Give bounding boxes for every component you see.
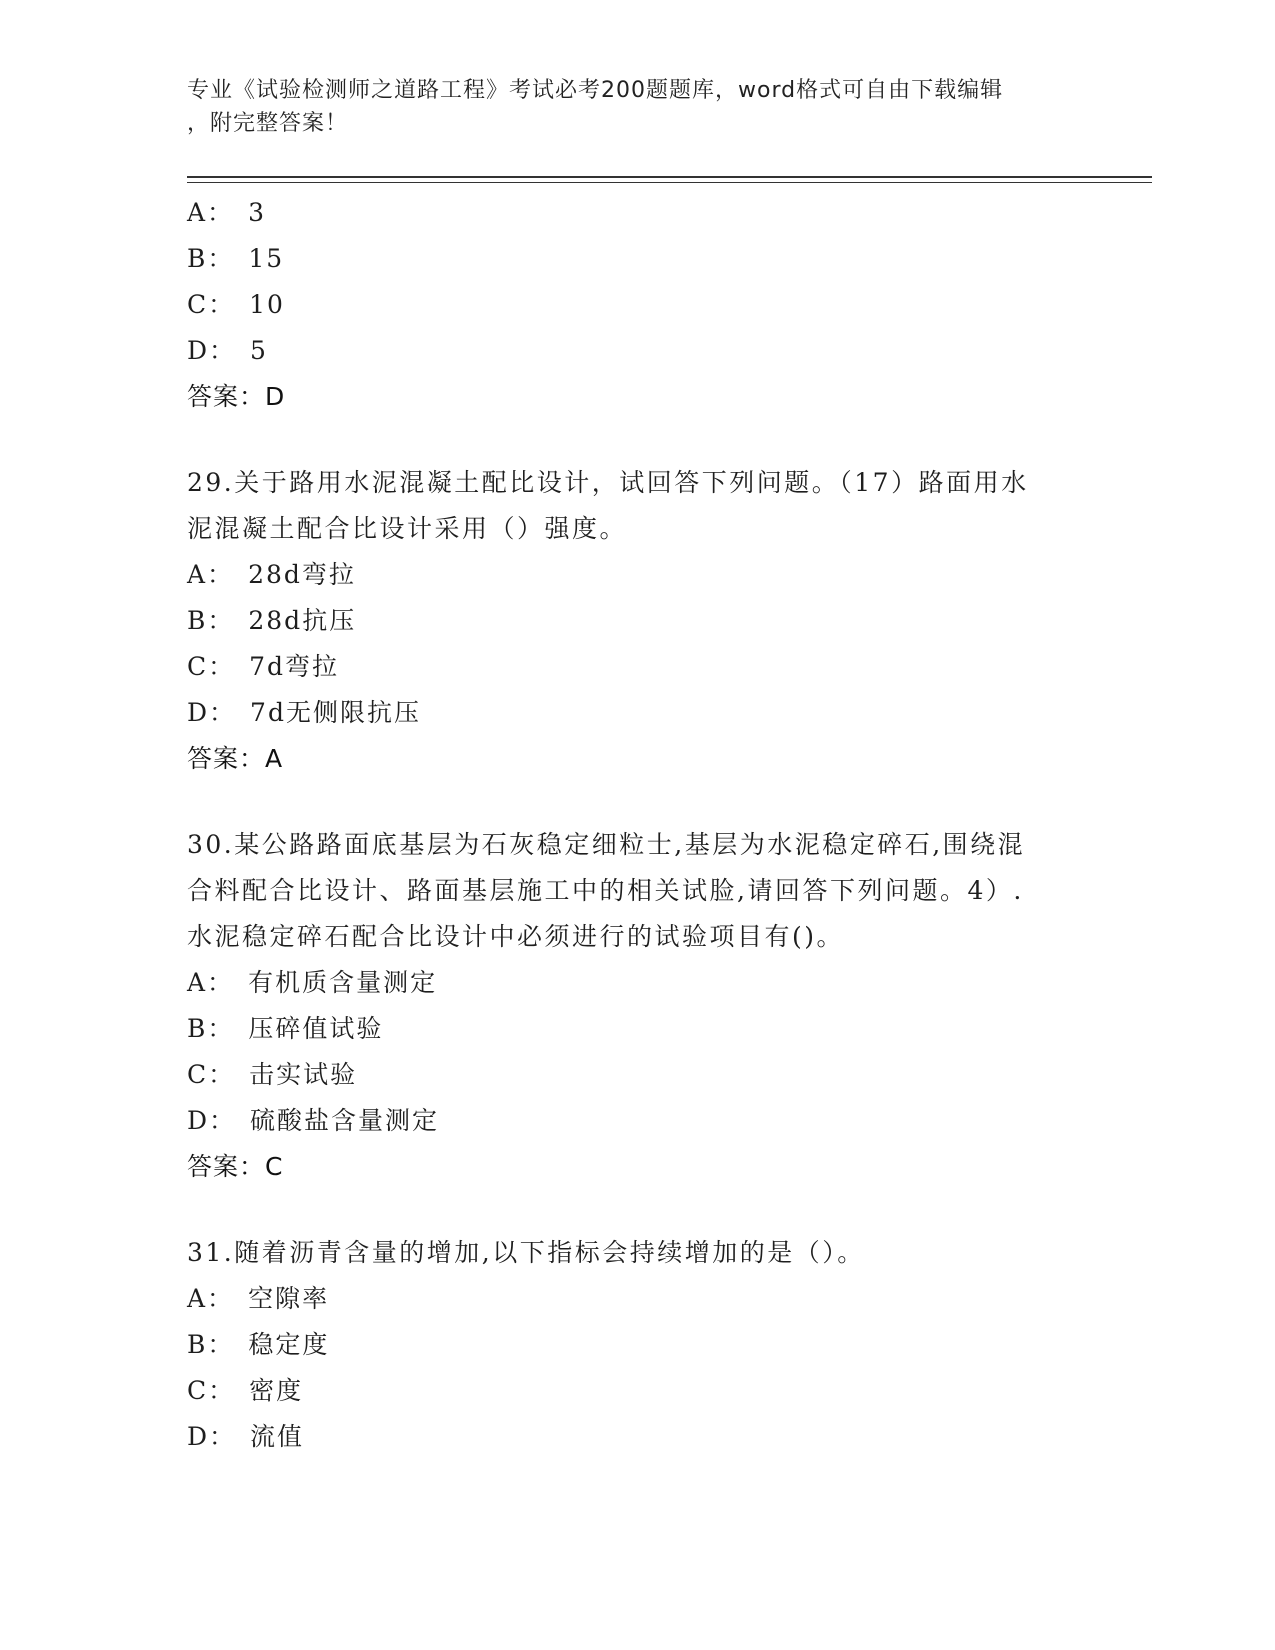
- answer: 答案：D: [187, 382, 286, 411]
- option-a: A： 空隙率: [187, 1284, 330, 1313]
- option-d: D： 7d无侧限抗压: [187, 698, 421, 727]
- question-30: [187, 822, 1077, 1190]
- question-text-line: 29.关于路用水泥混凝土配比设计，试回答下列问题。（17）路面用水: [187, 468, 1029, 497]
- question-text-line: 合料配合比设计、路面基层施工中的相关试脸,请回答下列问题。4）.: [187, 876, 1024, 905]
- answer: 答案：C: [187, 1152, 284, 1181]
- option-d: D： 流值: [187, 1422, 305, 1451]
- question-text-line: 泥混凝土配合比设计采用（）强度。: [187, 514, 628, 543]
- question-28: [187, 190, 1077, 420]
- header-line-1: 专业《试验检测师之道路工程》考试必考200题题库，word格式可自由下载编辑: [187, 78, 1004, 103]
- document-header: [187, 74, 1067, 140]
- question-29: [187, 460, 1077, 782]
- question-text-line: 30.某公路路面底基层为石灰稳定细粒士,基层为水泥稳定碎石,围绕混: [187, 830, 1026, 859]
- option-b: B： 稳定度: [187, 1330, 330, 1359]
- option-b: B： 28d抗压: [187, 606, 357, 635]
- option-d: D： 硫酸盐含量测定: [187, 1106, 440, 1135]
- question-text-line: 31.随着沥青含量的增加,以下指标会持续增加的是（）。: [187, 1238, 865, 1267]
- answer: 答案：A: [187, 744, 284, 773]
- question-text-line: 水泥稳定碎石配合比设计中必须进行的试验项目有()。: [187, 922, 845, 951]
- header-line-2: ，附完整答案！: [187, 111, 349, 136]
- option-b: B： 压碎值试验: [187, 1014, 384, 1043]
- question-list: [187, 190, 1077, 1460]
- header-divider-bottom: [187, 182, 1152, 183]
- option-c: C： 密度: [187, 1376, 304, 1405]
- option-c: C： 击实试验: [187, 1060, 358, 1089]
- header-divider-top: [187, 176, 1152, 178]
- option-c: C： 7d弯拉: [187, 652, 340, 681]
- option-b: B： 15: [187, 244, 285, 273]
- option-a: A： 3: [187, 198, 266, 227]
- option-d: D： 5: [187, 336, 268, 365]
- option-c: C： 10: [187, 290, 285, 319]
- option-a: A： 28d弯拉: [187, 560, 356, 589]
- option-a: A： 有机质含量测定: [187, 968, 438, 997]
- question-31: [187, 1230, 1077, 1460]
